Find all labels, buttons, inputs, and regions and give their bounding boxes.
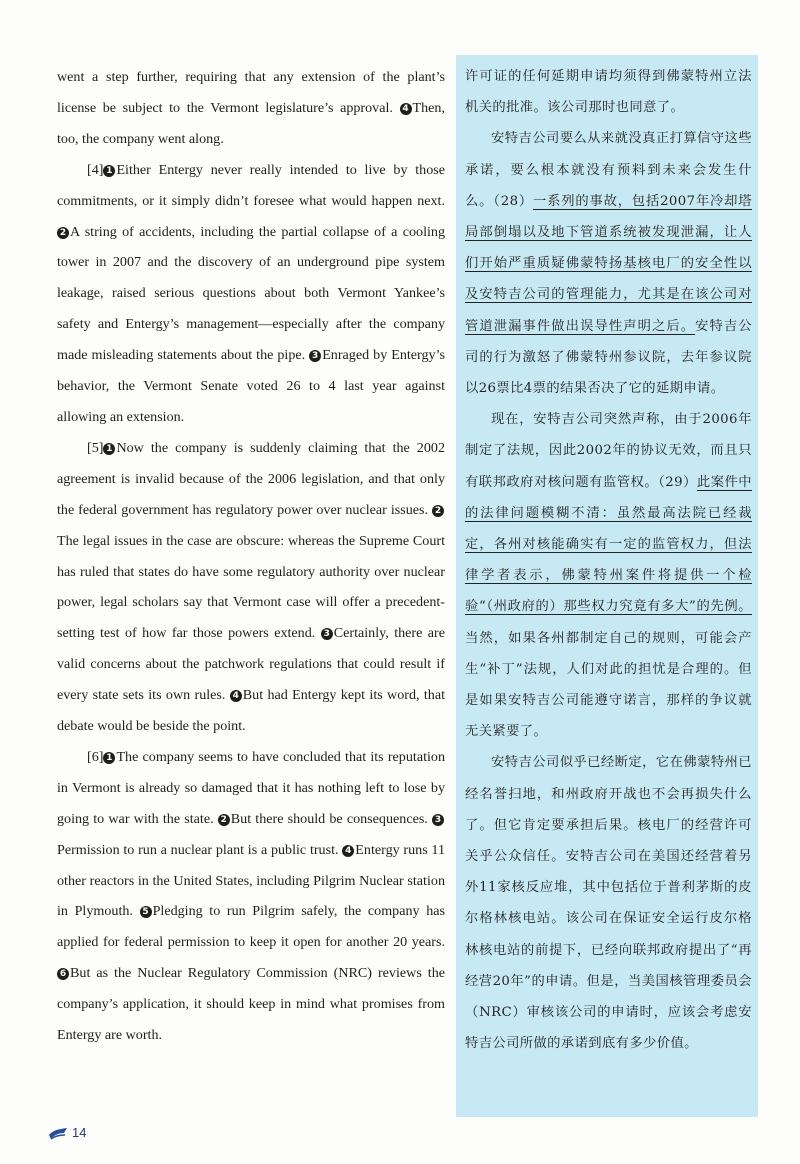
english-paragraph-5: [57, 433, 445, 742]
english-paragraph-4: [57, 155, 445, 433]
translation-paragraph-continued: 许可证的任何延期申请均须得到佛蒙特州立法机关的批准。该公司那时也同意了。: [465, 69, 752, 116]
page-footer: [48, 1125, 86, 1140]
english-paragraph-6: [57, 742, 445, 1051]
sentence: The company seems to have concluded that its reputation in Vermont is already so damaged that it has nothing left to lose by going to war with the state.: [57, 748, 445, 827]
sentence-number-badge: 2: [432, 505, 444, 517]
sentence-number-badge: 4: [400, 103, 412, 115]
translation-text: 安特吉公司的行为激怒了佛蒙特州参议院，去年参议院以26票比4票的结果否决了它的延期申请。: [465, 318, 752, 397]
sentence: But as the Nuclear Regulatory Commission (NRC) reviews the company’s application, it should keep in mind what promises from Entergy are worth.: [57, 965, 445, 1044]
sentence: Now the company is suddenly claiming that the 2002 agreement is invalid because of the 2006 legislation, and that only the federal government has regulatory power over nuclear issues.: [57, 439, 445, 518]
translation-paragraph-6: 安特吉公司似乎已经断定，它在佛蒙特州已经名誉扫地，和州政府开战也不会再损失什么了。但它肯定要承担后果。核电厂的经营许可关乎公众信任。安特吉公司在美国还经营着另外11家核反应堆，其中包括位于普利茅斯的皮尔格林核电站。该公司在保证安全运行皮尔格林核电站的前提下，已经向联邦政府提出了“再经营20年”的申请。但是，当美国核管理委员会（NRC）审核该公司的申请时，应该会考虑安特吉公司所做的承诺到底有多少价值。: [465, 755, 752, 1052]
sentence: But there should be consequences.: [230, 810, 428, 827]
sentence-number-badge: 3: [432, 814, 444, 826]
sentence: Certainly, there are valid concerns about the patchwork regulations that could result if every state sets its own rules.: [57, 625, 445, 704]
english-column: [57, 62, 445, 1051]
sentence-number-badge: 3: [309, 350, 321, 362]
sentence: A string of accidents, including the partial collapse of a cooling tower in 2007 and the discovery of an underground pipe system leakage, raised serious questions about both Vermont Yankee’s safety and Entergy’s management—especially after the company made misleading statements about the pipe.: [57, 223, 445, 364]
sentence-number-badge: 1: [103, 165, 115, 177]
paragraph-text: went a step further, requiring that any extension of the plant’s license be subject to the Vermont legislature’s approval.: [57, 69, 445, 116]
sentence-number-badge: 6: [57, 968, 69, 980]
translation-paragraph-4: [465, 123, 752, 404]
translation-text: 安特吉公司要么从来就没真正打算信守这些承诺，要么根本就没有预料到未来会发生什么。（28）: [465, 131, 752, 209]
sentence: Pledging to run Pilgrim safely, the company has applied for federal permission to keep it open for another 20 years.: [57, 903, 445, 951]
english-paragraph-continued: [57, 62, 445, 155]
sentence-number-badge: 3: [321, 628, 333, 640]
sentence: Entergy runs 11 other reactors in the United States, including Pilgrim Nuclear station in Plymouth.: [57, 841, 446, 920]
sentence-number-badge: 1: [103, 752, 115, 764]
sentence: The legal issues in the case are obscure: whereas the Supreme Court has ruled that states do have some regulatory authority over nuclear power, legal scholars say that Vermont case will offer a precedent-setting test of how far those powers extend.: [57, 532, 445, 642]
sentence: Enraged by Entergy’s behavior, the Vermont Senate voted 26 to 4 last year against allowing an extension.: [57, 347, 445, 425]
sentence-number-badge: 4: [230, 690, 242, 702]
paragraph-label: [6]: [87, 748, 104, 765]
sentence: Either Entergy never really intended to live by those commitments, or it simply didn’t foresee what would happen next.: [57, 161, 445, 209]
chinese-translation-column: [456, 55, 758, 1117]
sentence-number-badge: 2: [218, 814, 230, 826]
translation-text: 当然，如果各州都制定自己的规则，可能会产生“补丁”法规，人们对此的担忧是合理的。但是如果安特吉公司能遵守诺言，那样的争议就无关紧要了。: [465, 630, 752, 740]
sentence: Permission to run a nuclear plant is a public trust.: [57, 841, 339, 858]
page-number: 14: [72, 1125, 87, 1140]
paragraph-label: [4]: [87, 161, 104, 178]
sentence-number-badge: 1: [103, 443, 115, 455]
book-logo-icon: [48, 1126, 68, 1140]
translation-text: 现在，安特吉公司突然声称，由于2006年制定了法规，因此2002年的协议无效，而且只有联邦政府对核问题有监管权。（29）: [465, 412, 752, 490]
translation-paragraph-5: [465, 404, 752, 747]
paragraph-label: [5]: [87, 439, 104, 456]
sentence-number-badge: 5: [140, 906, 152, 918]
sentence-number-badge: 4: [342, 845, 354, 857]
sentence: Then, too, the company went along.: [57, 99, 445, 147]
underlined-translation-29: 此案件中的法律问题模糊不清：虽然最高法院已经裁定，各州对核能确实有一定的监管权力，但法律学者表示，佛蒙特州案件将提供一个检验“（州政府的）那些权力究竟有多大”的先例。: [465, 474, 752, 615]
sentence: But had Entergy kept its word, that debate would be beside the point.: [57, 687, 445, 735]
sentence-number-badge: 2: [57, 227, 69, 239]
underlined-translation-28: 一系列的事故，包括2007年冷却塔局部倒塌以及地下管道系统被发现泄漏，让人们开始严重质疑佛蒙特扬基核电厂的安全性以及安特吉公司的管理能力，尤其是在该公司对管道泄漏事件做出误导性声明之后。: [465, 193, 753, 334]
